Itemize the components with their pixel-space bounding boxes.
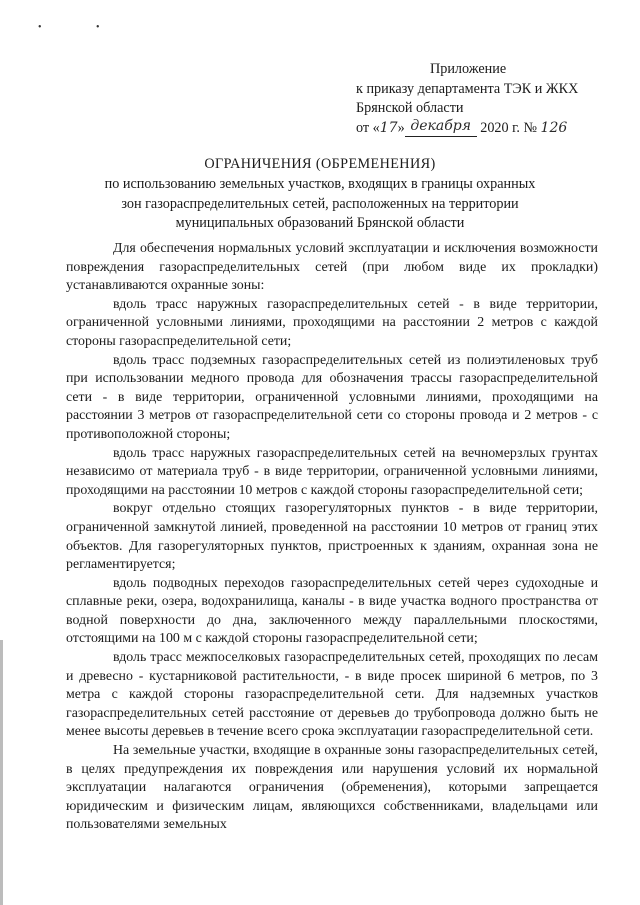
- date-prefix: от «: [356, 119, 380, 136]
- handwritten-month: декабря: [410, 117, 471, 134]
- appendix-header: [356, 60, 578, 139]
- date-quote-close: »: [397, 119, 405, 136]
- document-body: [66, 240, 598, 835]
- order-line-2: Брянской области: [356, 100, 464, 117]
- handwritten-order-number: 126: [540, 119, 568, 136]
- paragraph: вдоль трасс межпоселковых газораспределительных сетей, проходящих по лесам и древесно - кустарниковой растительности, - в виде просек шириной 6 метров, по 3 метра с каждой стороны газораспределительной сети. Для надземных участков газораспределительных сетей расстояние от деревьев до трубопровода должно быть не менее высоты деревьев в течение всего срока эксплуатации газораспределительной сети.: [66, 650, 598, 740]
- paragraph: вдоль трасс подземных газораспределительных сетей из полиэтиленовых труб при использовании медного провода для обозначения трассы газораспределительной сети - в виде территории, ограниченной условными линиями, проходящими на расстоянии 3 метров от газораспределительной сети со стороны провода и 2 метров - с противоположной стороны;: [66, 352, 598, 442]
- paragraph: На земельные участки, входящие в охранные зоны газораспределительных сетей, в целях предупреждения их повреждения или нарушения условий их нормальной эксплуатации налагаются ограничения (обременения), которыми запрещается юридическим и физическим лицам, являющихся собственниками, владельцами или пользователями земельных: [66, 743, 598, 833]
- order-line-1: к приказу департамента ТЭК и ЖКХ: [356, 80, 579, 97]
- document-subtitle: по использованию земельных участков, входящих в границы охранных зон газораспределительных сетей, расположенных на территории муниципальных образований Брянской области: [104, 176, 536, 232]
- paragraph: вокруг отдельно стоящих газорегуляторных пунктов - в виде территории, ограниченной замкнутой линией, проведенной на расстоянии 10 метров от границ этих объектов. Для газорегуляторных пунктов, пристроенных к зданиям, охранная зона не регламентируется;: [66, 501, 598, 573]
- appendix-label: Приложение: [430, 61, 507, 77]
- paragraph: Для обеспечения нормальных условий эксплуатации и исключения возможности повреждения газораспределительных сетей (при любом виде их прокладки) устанавливаются охранные зоны:: [66, 241, 598, 294]
- scan-edge-shadow: [0, 640, 3, 905]
- paragraph: вдоль подводных переходов газораспределительных сетей через судоходные и сплавные реки, озера, водохранилища, каналы - в виде участка водного пространства от водной поверхности до дна, заключенного между параллельными плоскостями, отстоящими на 100 м с каждой стороны газораспределительной сети;: [66, 575, 598, 647]
- scan-marks: • •: [38, 22, 126, 33]
- handwritten-day: 17: [379, 119, 398, 136]
- document-title: ОГРАНИЧЕНИЯ (ОБРЕМЕНЕНИЯ): [204, 156, 436, 172]
- handwritten-month-blank: [405, 117, 477, 138]
- order-date-row: [356, 119, 578, 140]
- date-year: 2020 г. №: [480, 119, 537, 136]
- paragraph: вдоль трасс наружных газораспределительных сетей - в виде территории, ограниченной условными линиями, проходящими на расстоянии 2 метров с каждой стороны газораспределительной сети;: [66, 296, 598, 349]
- paragraph: вдоль трасс наружных газораспределительных сетей на вечномерзлых грунтах независимо от материала труб - в виде территории, ограниченной условными линиями, проходящими на расстоянии 10 метров с каждой стороны газораспределительной сети;: [66, 445, 598, 498]
